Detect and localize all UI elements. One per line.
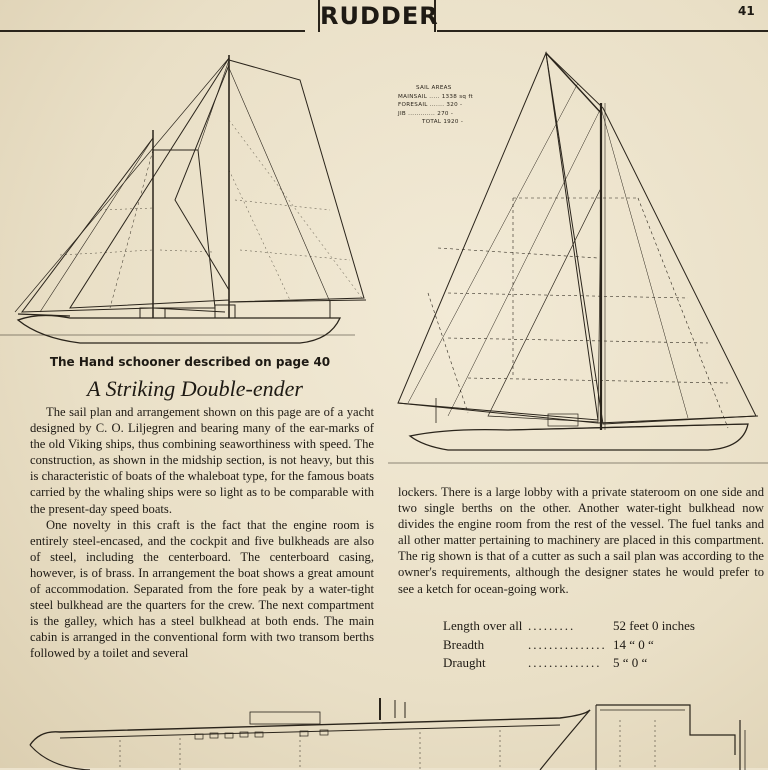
spec-row xyxy=(443,654,743,673)
article-column-right xyxy=(398,484,764,597)
spec-label: Length over all xyxy=(443,618,523,633)
sail-area-value: 320 - xyxy=(446,102,463,108)
sail-area-label: MAINSAIL xyxy=(398,93,428,100)
sail-area-label: TOTAL xyxy=(422,119,442,125)
sail-area-value: 1338 sq ft xyxy=(441,93,474,100)
spec-value: 52 feet 0 inches xyxy=(613,618,695,633)
spec-label: Draught xyxy=(443,655,486,670)
sail-area-value: 1920 - xyxy=(443,119,464,125)
article-paragraph: lockers. There is a large lobby with a private stateroom on one side and two single berths on the other. Another water-tight bulkhead now divides the engine room from the rest of the vessel. The fuel tanks and all other matter pertaining to machinery are placed in this compartment. The rig shown is that of a cutter as such a sail plan was according to the owner's requirements, although the designer states he would prefer to see a ketch for ocean-going work. xyxy=(398,485,764,596)
masthead-title: RUDDER xyxy=(320,2,439,30)
spec-leader-dots: .............. xyxy=(528,655,602,670)
page-number: 41 xyxy=(738,4,755,18)
sail-area-label: JIB xyxy=(398,110,407,117)
sail-area-row: JIB ............. 270 - xyxy=(398,110,454,117)
spec-leader-dots: ......... xyxy=(528,618,576,633)
spec-value: 14 “ 0 “ xyxy=(613,636,654,652)
sail-areas-table xyxy=(398,84,473,127)
spec-leader-dots: ............... xyxy=(528,636,607,652)
spec-row xyxy=(443,617,743,636)
article-paragraph: The sail plan and arrangement shown on this page are of a yacht designed by C. O. Liljegren and bearing many of the ear-marks of the old Viking ships, thus combining seaworthiness with speed. The construction, as shown in the midship section, is not heavy, but this is characteristic of boats of the whaleboat type, for the famous boats carried by the whaling ships were so light as to be comparable with the present-day speed boats. xyxy=(30,405,374,516)
sail-area-row: MAINSAIL ..... 1338 sq ft xyxy=(398,93,474,100)
spec-value: 5 “ 0 “ xyxy=(613,655,648,670)
spec-label: Breadth xyxy=(443,636,485,652)
sail-area-label: FORESAIL xyxy=(398,102,428,108)
masthead-rule-left xyxy=(0,30,305,32)
sail-areas-title: SAIL AREAS xyxy=(416,85,452,91)
article-headline: A Striking Double-ender xyxy=(87,376,303,401)
sail-area-value: 270 - xyxy=(437,110,454,117)
article-column-left xyxy=(30,404,374,662)
masthead-rule-right xyxy=(437,30,768,32)
article-paragraph: One novelty in this craft is the fact that the engine room is entirely steel-encased, and the cockpit and five bulkheads are also of steel, including the centerboard. The centerboard casing, however, is of brass. In arrangement the boat shows a great amount of accommodation. Separated from the fore peak by a water-tight steel bulkhead are the quarters for the crew. The next compartment is the galley, which has a steel bulkhead at both ends. The main cabin is arranged in the conventional form with two transom berths followed by a toilet and several xyxy=(30,517,374,661)
figure-caption: The Hand schooner described on page 40 xyxy=(49,355,331,369)
sail-area-row xyxy=(398,118,473,127)
sail-area-row: FORESAIL ....... 320 - xyxy=(398,102,463,108)
spec-row xyxy=(443,636,743,655)
dimensions-table xyxy=(443,617,743,673)
